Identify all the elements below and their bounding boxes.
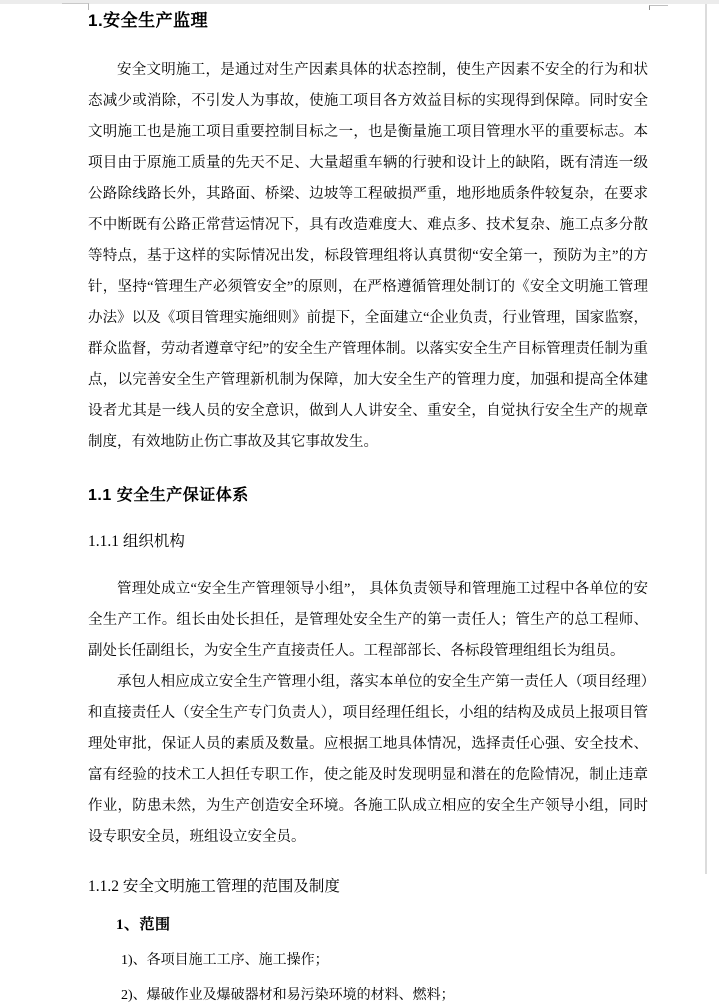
section-heading-1: 1.安全生产监理 [88,11,209,30]
margin-crop-mark-top-right [649,5,668,10]
organization-paragraph-1: 管理处成立“安全生产管理领导小组”， 具体负责领导和管理施工过程中各单位的安全生产工作。组长由处长担任，是管理处安全生产的第一责任人；管生产的总工程师、副处长任副组长，为安全生产直接责任人。工程部部长、各标段管理组组长为组员。 [88,581,648,659]
scope-item-2: 2)、爆破作业及爆破器材和易污染环境的材料、燃料； [121,988,455,1003]
intro-paragraph: 安全文明施工，是通过对生产因素具体的状态控制，使生产因素不安全的行为和状态减少或消除，不引发人为事故，使施工项目各方效益目标的实现得到保障。同时安全文明施工也是施工项目重要控制目标之一，也是衡量施工项目管理水平的重要标志。本项目由于原施工质量的先天不足、大量超重车辆的行驶和设计上的缺陷，既有清连一级公路除线路长外，其路面、桥梁、边坡等工程破损严重，地形地质条件较复杂，在要求不中断既有公路正常营运情况下，具有改造难度大、难点多、技术复杂、施工点多分散等特点，基于这样的实际情况出发，标段管理组将认真贯彻“安全第一，预防为主”的方针，坚持“管理生产必须管安全”的原则，在严格遵循管理处制订的《安全文明施工管理办法》以及《项目管理实施细则》前提下，全面建立“企业负责，行业管理，国家监察，群众监督，劳动者遵章守纪”的安全生产管理体制。以落实安全生产目标管理责任制为重点，以完善安全生产管理新机制为保障，加大安全生产的管理力度，加强和提高全体建设者尤其是一线人员的安全意识，做到人人讲安全、重安全，自觉执行安全生产的规章制度，有效地防止伤亡事故及其它事故发生。 [88,62,648,450]
page-edge-line [705,4,707,874]
section-heading-1-1: 1.1 安全生产保证体系 [88,487,249,504]
scope-heading: 1、范围 [116,917,171,933]
app-background-strip [0,0,719,4]
section-heading-1-1-1: 1.1.1 组织机构 [88,533,185,550]
section-heading-1-1-2: 1.1.2 安全文明施工管理的范围及制度 [88,878,340,895]
margin-crop-mark-top-left [62,3,89,10]
scope-item-1: 1)、各项目施工工序、施工操作； [121,953,329,968]
document-content [88,6,648,1007]
organization-paragraph-2: 承包人相应成立安全生产管理小组，落实本单位的安全生产第一责任人（项目经理）和直接责任人（安全生产专门负责人），项目经理任组长，小组的结构及成员上报项目管理处审批，保证人员的素质及数量。应根据工地具体情况，选择责任心强、安全技术、富有经验的技术工人担任专职工作，使之能及时发现明显和潜在的危险情况，制止违章作业，防患未然，为生产创造安全环境。各施工队成立相应的安全生产领导小组，同时设专职安全员，班组设立安全员。 [88,674,648,845]
